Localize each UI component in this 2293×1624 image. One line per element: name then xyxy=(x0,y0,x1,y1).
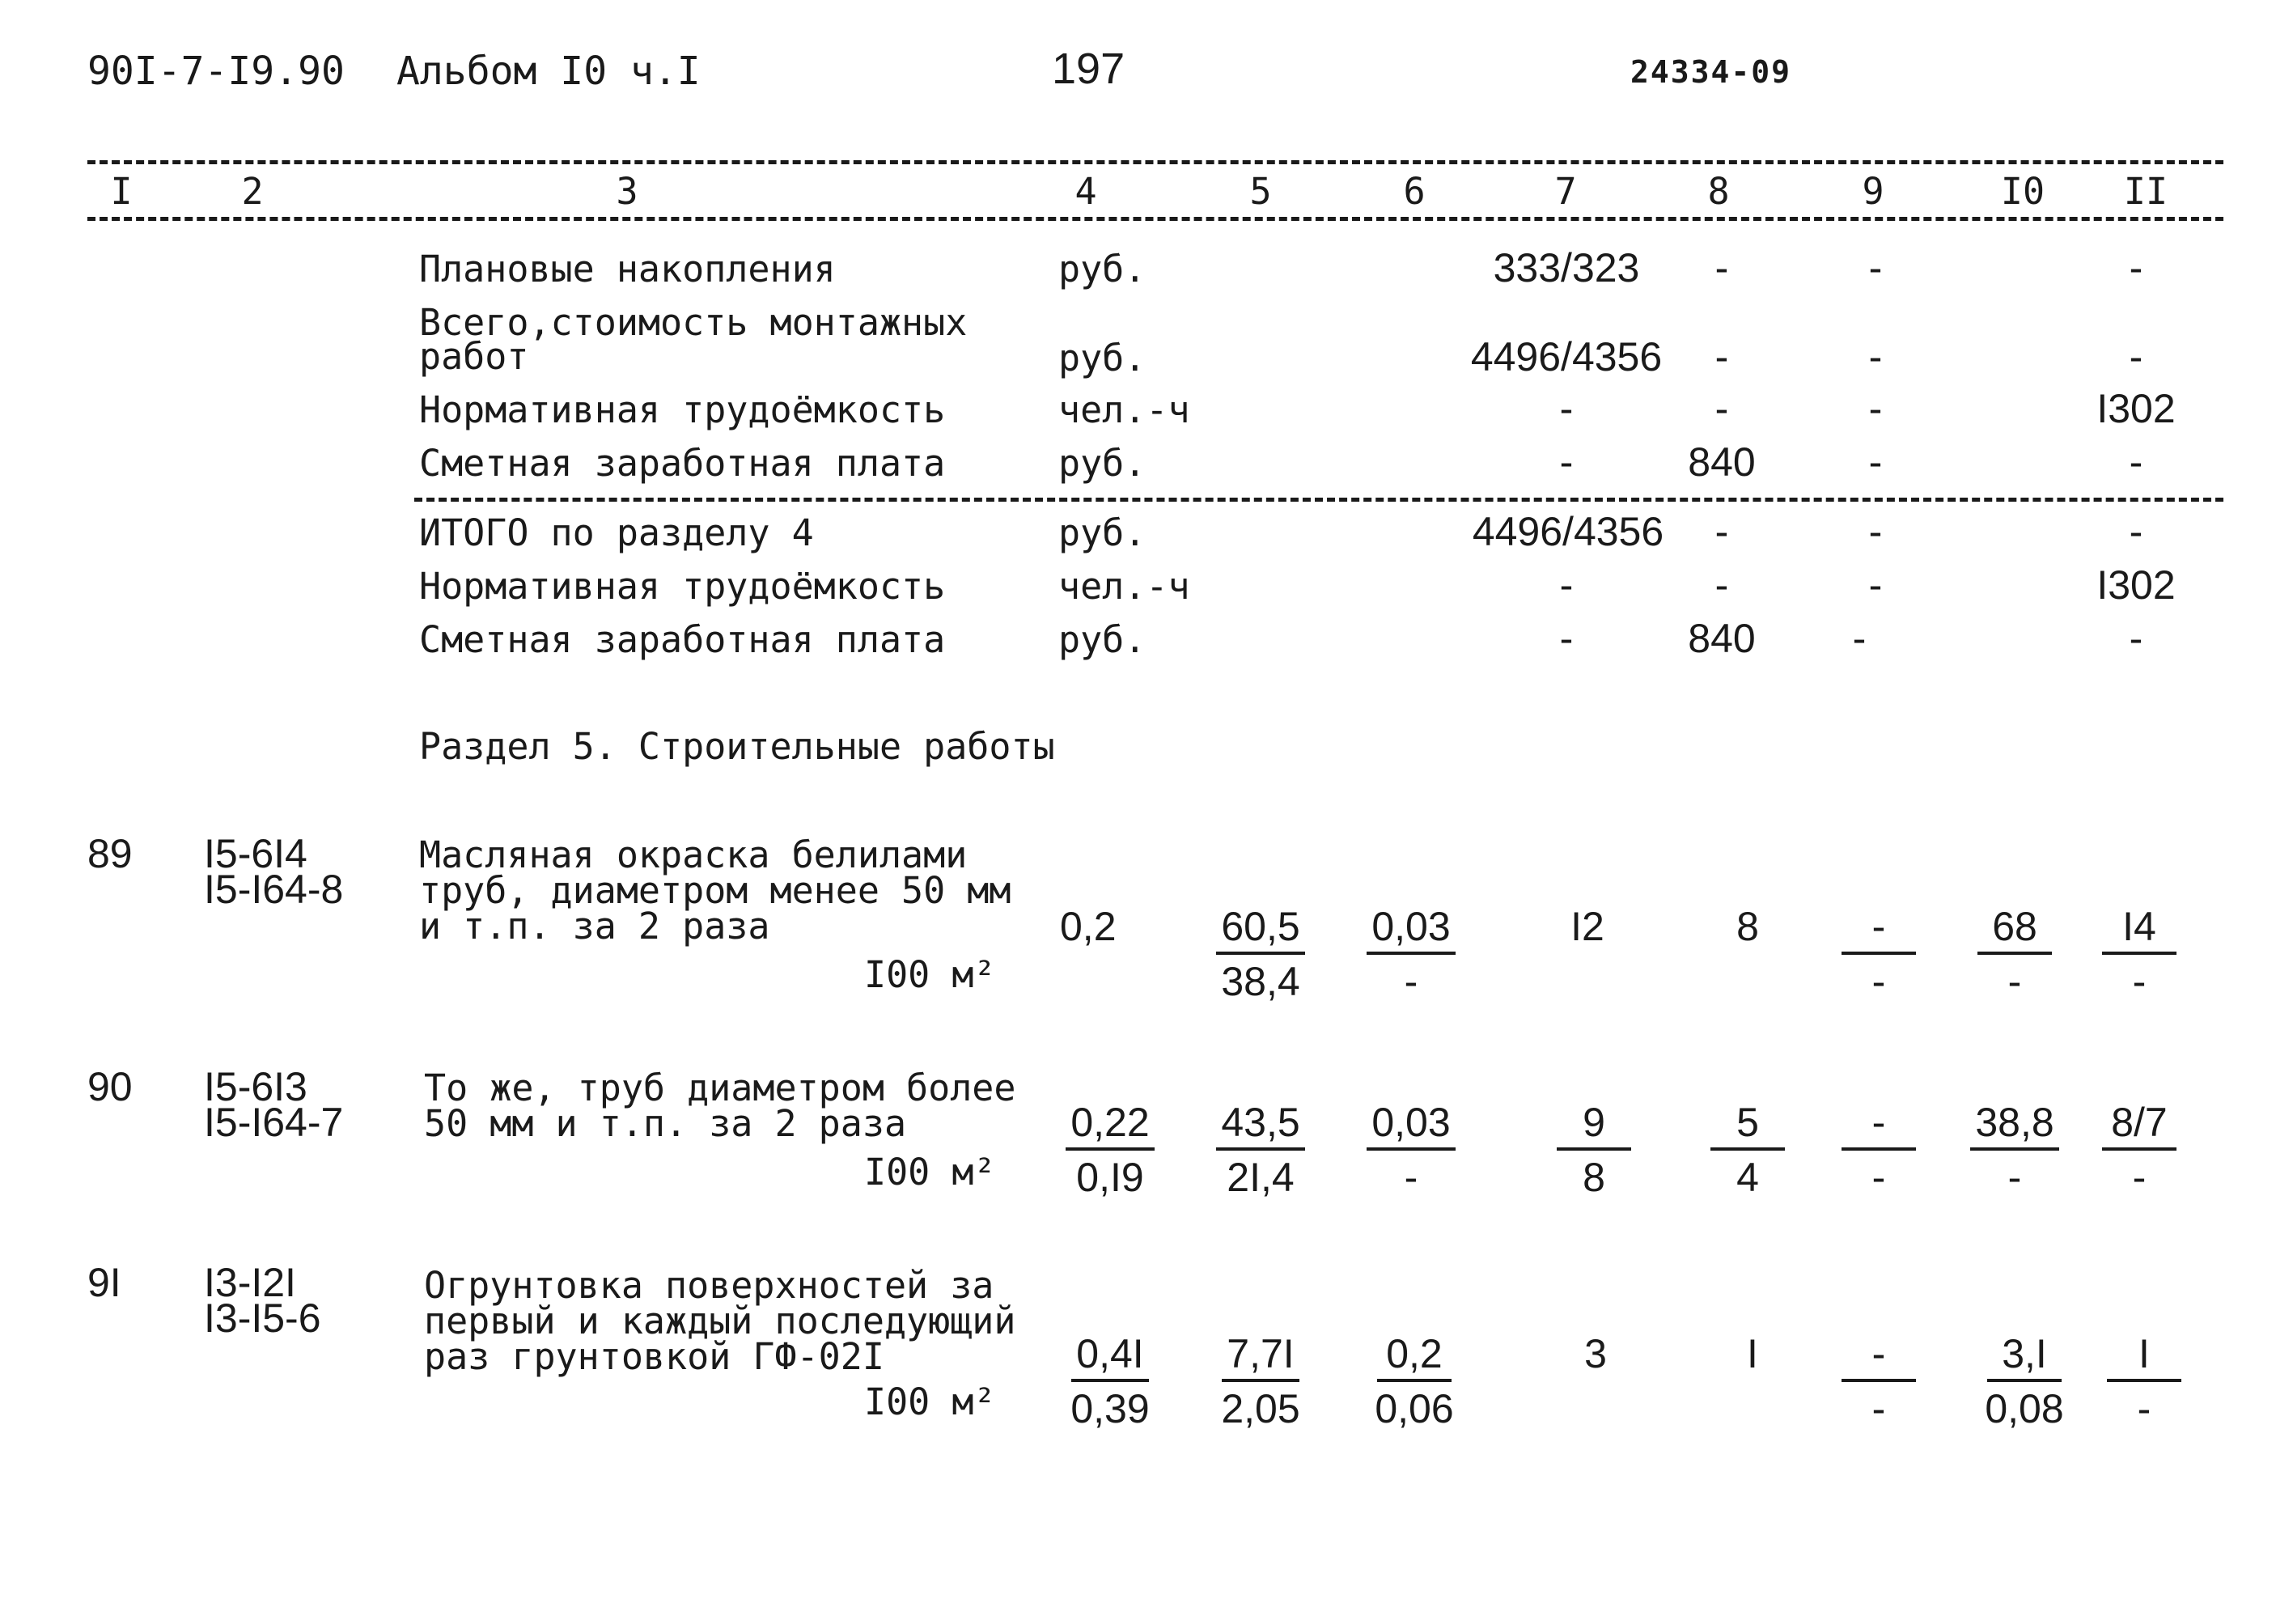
fraction-numerator: 0,22 xyxy=(1066,1102,1154,1151)
fraction-numerator: 0,03 xyxy=(1367,906,1455,955)
item-measure-unit: I00 м² xyxy=(864,1380,996,1423)
fraction-numerator: 5 xyxy=(1710,1102,1785,1151)
fraction-denominator: 0,I9 xyxy=(1076,1155,1144,1200)
item-col11-fraction xyxy=(2066,906,2212,1002)
summary-col7: 4496/4356 xyxy=(1472,509,1664,554)
fraction-numerator: 38,8 xyxy=(1970,1102,2058,1151)
summary-unit: руб. xyxy=(1058,337,1146,379)
fraction-denominator: 4 xyxy=(1736,1155,1759,1200)
fraction-denominator: - xyxy=(1404,959,1418,1004)
item-col8: I xyxy=(1747,1331,1758,1376)
summary-col7: - xyxy=(1559,439,1574,485)
fraction-denominator: - xyxy=(1871,1155,1886,1200)
col-header-11: II xyxy=(2123,170,2168,213)
summary-col11: - xyxy=(2129,439,2143,485)
item-code-secondary: I3-I5-6 xyxy=(204,1295,321,1341)
archive-stamp: 24334-09 xyxy=(1630,54,1792,90)
item-col9-fraction xyxy=(1806,1102,1952,1198)
fraction-denominator: - xyxy=(2007,1155,2022,1200)
item-measure-unit: I00 м² xyxy=(864,1151,996,1194)
item-description-line: 50 мм и т.п. за 2 раза xyxy=(424,1102,907,1145)
item-col5-fraction xyxy=(1188,906,1333,1002)
fraction-denominator: 8 xyxy=(1583,1155,1605,1200)
item-col7: I2 xyxy=(1570,904,1604,949)
summary-col11: - xyxy=(2129,245,2143,290)
fraction-numerator: 8/7 xyxy=(2102,1102,2176,1151)
fraction-numerator: I4 xyxy=(2102,906,2176,955)
col-header-2: 2 xyxy=(241,170,264,213)
summary-col9: - xyxy=(1852,616,1867,661)
summary-col11: - xyxy=(2129,509,2143,554)
item-col10-fraction xyxy=(1942,1102,2087,1198)
item-col5-fraction xyxy=(1188,1331,1333,1431)
header-rule-top xyxy=(87,160,2223,164)
fraction-denominator: - xyxy=(1404,1155,1418,1200)
fraction-denominator: - xyxy=(1871,959,1886,1004)
summary-unit: чел.-ч xyxy=(1058,388,1190,431)
summary-col7: 4496/4356 xyxy=(1470,334,1663,379)
summary-col7: - xyxy=(1559,386,1574,431)
item-col4-fraction xyxy=(1037,1331,1183,1431)
summary-col8: 840 xyxy=(1688,616,1756,661)
summary-col7: - xyxy=(1559,616,1574,661)
fraction-denominator: 0,06 xyxy=(1375,1386,1454,1431)
item-col11-fraction xyxy=(2066,1102,2212,1198)
summary-unit: руб. xyxy=(1058,511,1146,554)
item-code-secondary: I5-I64-8 xyxy=(204,867,344,912)
col-header-3: 3 xyxy=(616,170,638,213)
album-label: Альбом I0 ч.I xyxy=(396,49,701,94)
summary-col8: 840 xyxy=(1688,439,1756,485)
fraction-numerator: 3,I xyxy=(1987,1334,2062,1382)
section-title: Раздел 5. Строительные работы xyxy=(419,725,1055,768)
fraction-numerator: 43,5 xyxy=(1216,1102,1304,1151)
summary-unit: руб. xyxy=(1058,618,1146,661)
fraction-numerator: 68 xyxy=(1977,906,2052,955)
summary-label: Нормативная трудоёмкость xyxy=(419,565,946,608)
item-description-line: Огрунтовка поверхностей за xyxy=(424,1264,994,1307)
item-col8: 8 xyxy=(1736,904,1759,949)
col-header-4: 4 xyxy=(1074,170,1097,213)
fraction-denominator: 2I,4 xyxy=(1227,1155,1295,1200)
summary-col11: I302 xyxy=(2096,386,2176,431)
fraction-denominator: 0,39 xyxy=(1070,1386,1150,1431)
summary-label: Сметная заработная плата xyxy=(419,618,946,661)
item-description-line: То же, труб диаметром более xyxy=(424,1066,1016,1109)
summary-col11: - xyxy=(2129,616,2143,661)
fraction-denominator: - xyxy=(2007,959,2022,1004)
fraction-denominator: 0,08 xyxy=(1985,1386,2064,1431)
col-header-5: 5 xyxy=(1249,170,1272,213)
item-description-line: труб, диаметром менее 50 мм xyxy=(419,869,1011,912)
item-code-secondary: I5-I64-7 xyxy=(204,1100,344,1145)
summary-col9: - xyxy=(1868,509,1883,554)
item-col10-fraction xyxy=(1942,906,2087,1002)
item-code-primary: I5-6I3 xyxy=(204,1064,307,1109)
fraction-denominator: - xyxy=(2132,959,2147,1004)
fraction-numerator: - xyxy=(1842,906,1916,955)
fraction-denominator: 2,05 xyxy=(1221,1386,1300,1431)
item-number: 89 xyxy=(87,831,133,876)
fraction-numerator: 0,2 xyxy=(1377,1334,1452,1382)
summary-col11: - xyxy=(2129,334,2143,379)
item-col6-fraction xyxy=(1338,906,1484,1002)
fraction-numerator: - xyxy=(1842,1102,1916,1151)
summary-col9: - xyxy=(1868,562,1883,608)
summary-unit: руб. xyxy=(1058,248,1146,290)
summary-col9: - xyxy=(1868,439,1883,485)
item-number: 90 xyxy=(87,1064,133,1109)
item-col6-fraction xyxy=(1338,1102,1484,1198)
col-header-6: 6 xyxy=(1403,170,1426,213)
page-number: 197 xyxy=(1052,45,1125,93)
col-header-1: I xyxy=(110,170,133,213)
summary-col9: - xyxy=(1868,245,1883,290)
item-number: 9I xyxy=(87,1260,121,1305)
fraction-numerator: 0,03 xyxy=(1367,1102,1455,1151)
col-header-8: 8 xyxy=(1707,170,1730,213)
header-rule-bottom xyxy=(87,217,2223,221)
summary-col7: 333/323 xyxy=(1493,245,1640,290)
item-col6-fraction xyxy=(1341,1331,1487,1431)
item-col7-fraction xyxy=(1521,1102,1667,1198)
fraction-numerator: 7,7I xyxy=(1222,1334,1299,1382)
item-col9-fraction xyxy=(1806,906,1952,1002)
fraction-denominator: - xyxy=(1871,1386,1886,1431)
section-total-label: ИТОГО по разделу 4 xyxy=(419,511,814,554)
fraction-numerator: - xyxy=(1842,1334,1916,1382)
item-col11-fraction xyxy=(2071,1331,2217,1431)
summary-label: Всего,стоимость монтажных xyxy=(419,301,968,344)
summary-label: Плановые накопления xyxy=(419,248,836,290)
summary-unit: руб. xyxy=(1058,442,1146,485)
item-code-primary: I3-I2I xyxy=(204,1260,296,1305)
summary-col9: - xyxy=(1868,334,1883,379)
fraction-numerator: 9 xyxy=(1557,1102,1631,1151)
fraction-numerator: 0,4I xyxy=(1071,1334,1148,1382)
item-col9-fraction xyxy=(1806,1331,1952,1431)
fraction-denominator: - xyxy=(2132,1155,2147,1200)
item-description-line: первый и каждый последующий xyxy=(424,1300,1016,1342)
col-header-7: 7 xyxy=(1554,170,1577,213)
summary-col8: - xyxy=(1714,509,1729,554)
summary-col8: - xyxy=(1714,245,1729,290)
item-col4-fraction xyxy=(1037,1102,1183,1198)
item-code-primary: I5-6I4 xyxy=(204,831,307,876)
summary-col8: - xyxy=(1714,386,1729,431)
item-description-line: Масляная окраска белилами xyxy=(419,833,968,876)
item-col5-fraction xyxy=(1188,1102,1333,1198)
item-col7: 3 xyxy=(1584,1331,1607,1376)
col-header-9: 9 xyxy=(1862,170,1884,213)
fraction-numerator: 60,5 xyxy=(1216,906,1304,955)
summary-label-cont: работ xyxy=(419,335,529,378)
summary-unit: чел.-ч xyxy=(1058,565,1190,608)
doc-code: 90I-7-I9.90 xyxy=(87,49,345,94)
item-measure-unit: I00 м² xyxy=(864,953,996,996)
fraction-numerator: I xyxy=(2107,1334,2181,1382)
item-col8-fraction xyxy=(1675,1102,1820,1198)
item-description-line: раз грунтовкой ГФ-02I xyxy=(424,1335,884,1378)
summary-col8: - xyxy=(1714,334,1729,379)
summary-label: Сметная заработная плата xyxy=(419,442,946,485)
fraction-denominator: - xyxy=(2137,1386,2151,1431)
summary-divider xyxy=(414,498,2223,502)
summary-col8: - xyxy=(1714,562,1729,608)
summary-col9: - xyxy=(1868,386,1883,431)
col-header-10: I0 xyxy=(2000,170,2045,213)
fraction-denominator: 38,4 xyxy=(1221,959,1300,1004)
summary-col7: - xyxy=(1559,562,1574,608)
item-col4: 0,2 xyxy=(1060,904,1117,949)
item-description-line: и т.п. за 2 раза xyxy=(419,905,770,948)
summary-col11: I302 xyxy=(2096,562,2176,608)
summary-label: Нормативная трудоёмкость xyxy=(419,388,946,431)
